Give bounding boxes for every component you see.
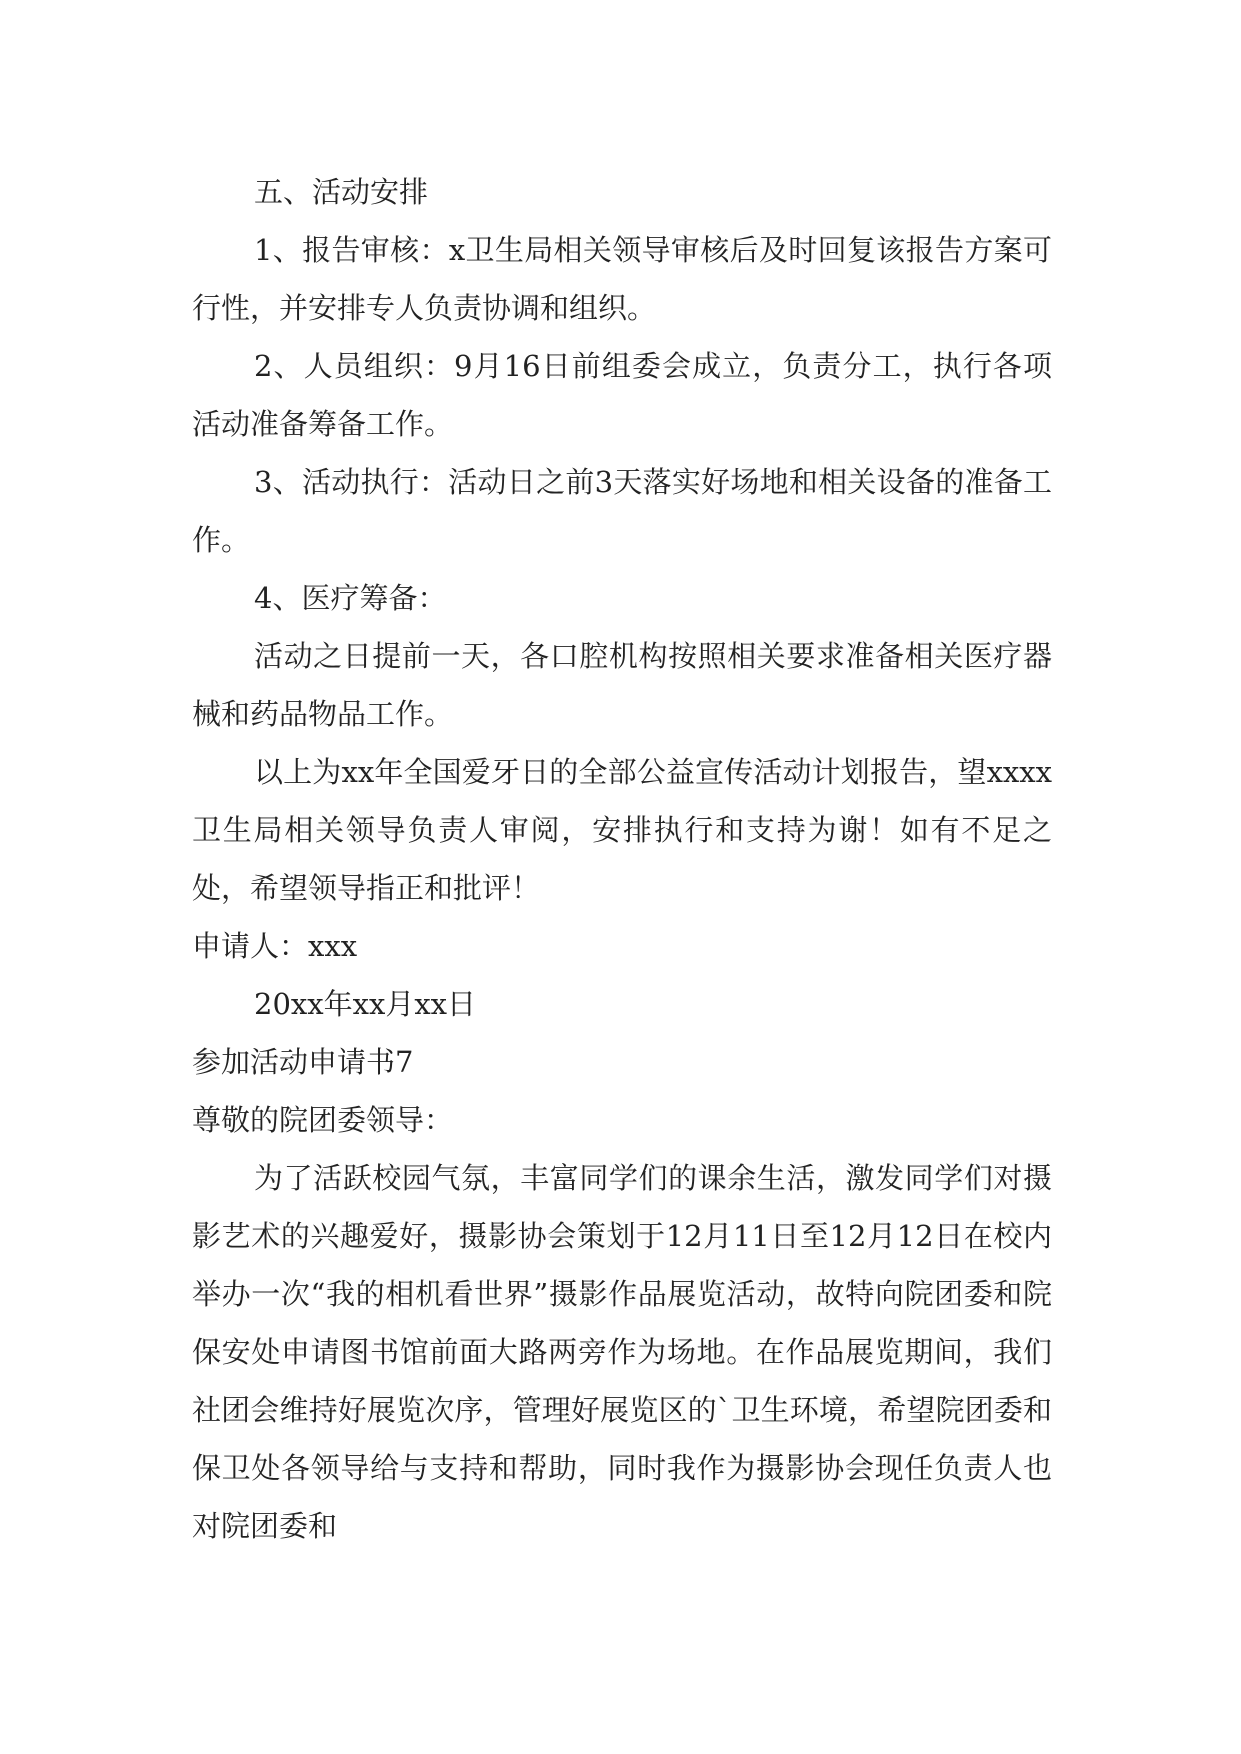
paragraph-application-body: 为了活跃校园气氛，丰富同学们的课余生活，激发同学们对摄影艺术的兴趣爱好，摄影协会策划于12月11日至12月12日在校内举办一次“我的相机看世界”摄影作品展览活动，故特向院团委和院保安处申请图书馆前面大路两旁作为场地。在作品展览期间，我们社团会维持好展览次序，管理好展览区的`卫生环境，希望院团委和保卫处各领导给与支持和帮助，同时我作为摄影协会现任负责人也对院团委和: [192, 1161, 1052, 1543]
salutation: 尊敬的院团委领导：: [192, 1103, 454, 1137]
paragraph-closing: 以上为xx年全国爱牙日的全部公益宣传活动计划报告，望xxxx卫生局相关领导负责人审阅，安排执行和支持为谢！如有不足之处，希望领导指正和批评！: [192, 755, 1052, 905]
paragraph-medical-preparation-heading: 4、医疗筹备：: [254, 581, 447, 615]
paragraph-medical-preparation: 活动之日提前一天，各口腔机构按照相关要求准备相关医疗器械和药品物品工作。: [192, 639, 1052, 731]
applicant-line: 申请人：xxx: [192, 929, 358, 963]
section-heading: 五、活动安排: [254, 175, 429, 209]
date-line: 20xx年xx月xx日: [254, 987, 477, 1021]
paragraph-report-review: 1、报告审核：x卫生局相关领导审核后及时回复该报告方案可行性，并安排专人负责协调和组织。: [192, 233, 1052, 325]
document-body: [192, 163, 1052, 1555]
paragraph-activity-execution: 3、活动执行：活动日之前3天落实好场地和相关设备的准备工作。: [192, 465, 1052, 557]
document-title: 参加活动申请书7: [192, 1045, 414, 1079]
paragraph-staff-organization: 2、人员组织：9月16日前组委会成立，负责分工，执行各项活动准备筹备工作。: [192, 349, 1052, 441]
